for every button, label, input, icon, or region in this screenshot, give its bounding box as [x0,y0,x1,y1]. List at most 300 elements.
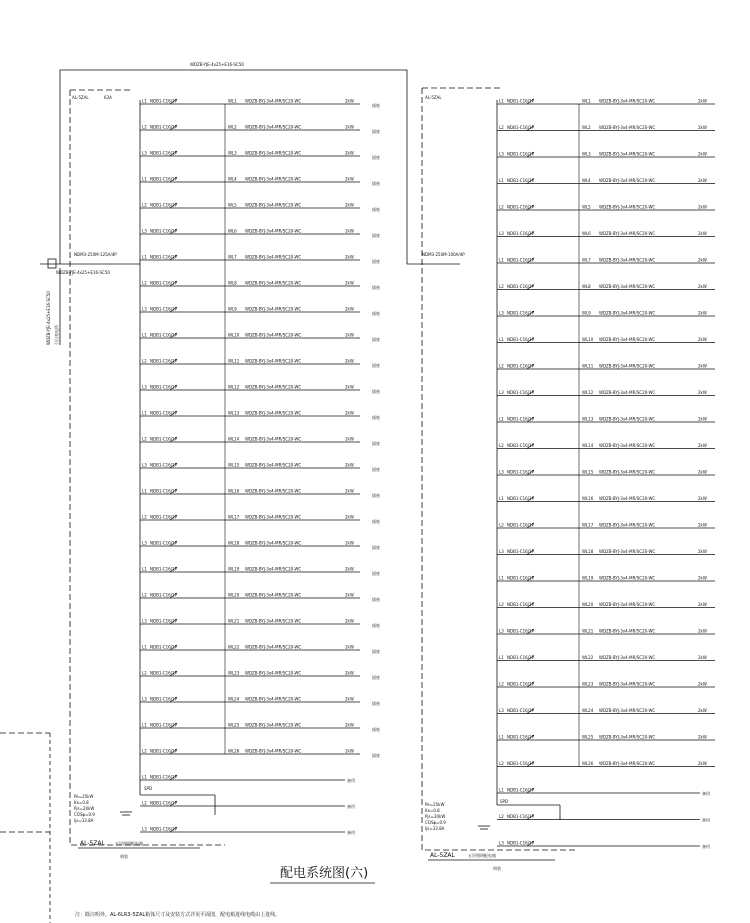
feeder-phase: L1 [142,254,147,260]
feeder-circuit: WL18 [582,549,594,554]
feeder-load: 2kW [345,618,354,624]
feeder-phase: L1 [499,655,504,660]
feeder-circuit: WL26 [582,761,594,766]
feeder-row [497,311,715,317]
spare-phase: L3 [499,840,504,846]
feeder-breaker: NDB1-C16/1P [150,618,177,624]
left-riser-cable: WDZB-YJE-4x25+E16-SC50 [46,291,51,345]
feeder-row [140,567,380,577]
feeder-cable: WDZB-BYJ-3x4-MR/SC20-WC [245,618,302,624]
right-spd-label: SPD [500,799,509,804]
spare-label: 备用 [702,817,710,823]
feeder-circuit: WL6 [228,228,237,234]
left-incoming-breaker: NDM3-250M-125A/4P [74,252,117,257]
spare-breaker: NDB1-C16/1P [507,840,534,846]
feeder-circuit: WL23 [228,670,240,676]
feeder-note: 插座 [372,571,380,576]
feeder-load: 2kW [698,231,707,236]
feeder-row [497,629,715,635]
feeder-cable: WDZB-BYJ-3x4-MR/SC20-WC [599,549,656,554]
feeder-phase: L2 [499,125,504,130]
feeder-breaker: NDB1-C16/1P [507,602,534,607]
feeder-phase: L1 [499,178,504,183]
feeder-cable: WDZB-BYJ-3x4-MR/SC20-WC [245,98,302,104]
feeder-phase: L3 [142,228,147,234]
spare-phase: L1 [499,787,504,793]
feeder-load: 2kW [698,337,707,342]
feeder-breaker: NDB1-C16/1P [507,416,534,422]
feeder-note: 插座 [372,233,380,238]
feeder-breaker: NDB1-C16/1P [507,390,534,395]
feeder-row [497,99,715,105]
feeder-phase: L3 [499,310,504,316]
feeder-load: 2kW [345,462,354,468]
feeder-phase: L2 [142,670,147,676]
panel-param: Pe=25kW [425,802,445,807]
feeder-row [497,258,715,264]
feeder-load: 2kW [345,384,354,390]
feeder-cable: WDZB-BYJ-3x4-MR/SC20-WC [245,748,302,754]
feeder-phase: L3 [499,628,504,634]
feeder-row [497,178,715,184]
feeder-phase: L1 [142,176,147,182]
feeder-load: 2kW [698,310,707,316]
feeder-breaker: NDB1-C16/1P [150,384,177,390]
feeder-row [140,645,380,655]
feeder-circuit: WL11 [582,363,594,369]
feeder-phase: L1 [499,257,504,263]
right-panel-name: AL-5ZAL [425,95,442,100]
feeder-circuit: WL18 [228,540,240,546]
feeder-circuit: WL17 [582,522,594,528]
feeder-breaker: NDB1-C16/1P [507,151,534,157]
feeder-load: 2kW [698,125,707,130]
feeder-load: 2kW [698,390,707,395]
panel-param: Kx=0.8 [74,800,89,805]
feeder-load: 2kW [345,592,354,598]
feeder-circuit: WL15 [582,469,594,475]
feeder-load: 2kW [345,280,354,286]
feeder-phase: L2 [499,204,504,210]
panel-param: Pe=25kW [74,794,94,799]
feeder-row [497,390,715,396]
feeder-load: 2kW [345,644,354,650]
spare-phase: L2 [499,814,504,819]
feeder-note: 插座 [372,675,380,680]
feeder-breaker: NDB1-C16/1P [150,644,177,650]
feeder-load: 2kW [698,628,707,634]
left-footer-name: AL-5ZAL [80,840,105,847]
feeder-row [497,337,715,343]
feeder-circuit: WL15 [228,462,240,468]
feeder-cable: WDZB-BYJ-3x4-MR/SC20-WC [599,257,656,263]
feeder-cable: WDZB-BYJ-3x4-MR/SC20-WC [599,496,656,501]
spare-breaker: NDB1-C16/1P [507,814,534,819]
feeder-note: 插座 [372,285,380,290]
spare-breaker: NDB1-C16/1P [150,774,177,780]
feeder-row [140,593,380,603]
feeder-load: 2kW [345,176,354,182]
feeder-row [497,125,715,131]
feeder-breaker: NDB1-C16/1P [150,748,177,754]
feeder-row [497,576,715,582]
feeder-row [497,364,715,370]
feeder-cable: WDZB-BYJ-3x4-MR/SC20-WC [245,696,302,702]
feeder-phase: L2 [499,363,504,369]
feeder-row [140,437,380,447]
feeder-cable: WDZB-BYJ-3x4-MR/SC20-WC [245,358,302,364]
feeder-cable: WDZB-BYJ-3x4-MR/SC20-WC [245,202,302,208]
feeder-circuit: WL6 [582,231,591,236]
feeder-cable: WDZB-BYJ-3x4-MR/SC20-WC [599,708,656,713]
feeder-circuit: WL10 [228,332,240,338]
feeder-circuit: WL21 [582,628,594,634]
feeder-load: 2kW [345,202,354,208]
feeder-phase: L1 [142,98,147,104]
feeder-circuit: WL8 [228,280,237,286]
feeder-row [497,205,715,211]
feeder-row [497,231,715,237]
feeder-circuit: WL25 [228,722,240,728]
feeder-load: 2kW [345,540,354,546]
feeder-cable: WDZB-BYJ-3x4-MR/SC20-WC [599,151,656,157]
feeder-circuit: WL5 [228,202,237,208]
feeder-note: 插座 [372,259,380,264]
feeder-circuit: WL23 [582,681,594,687]
feeder-note: 插座 [372,181,380,186]
feeder-load: 2kW [698,549,707,554]
feeder-circuit: WL7 [228,254,237,260]
feeder-phase: L2 [142,592,147,598]
feeder-phase: L2 [499,761,504,766]
spare-breaker: NDB1-C16/1P [507,787,534,793]
feeder-breaker: NDB1-C16/1P [507,522,534,528]
feeder-phase: L3 [499,390,504,395]
feeder-cable: WDZB-BYJ-3x4-MR/SC20-WC [245,514,302,520]
feeder-circuit: WL20 [228,592,240,598]
feeder-load: 2kW [345,748,354,754]
feeder-breaker: NDB1-C16/1P [507,231,534,236]
feeder-circuit: WL1 [582,98,591,104]
feeder-phase: L2 [142,514,147,520]
feeder-note: 插座 [372,753,380,758]
feeder-phase: L3 [142,696,147,702]
feeder-note: 插座 [372,415,380,420]
feeder-phase: L2 [499,602,504,607]
feeder-load: 2kW [698,734,707,740]
feeder-cable: WDZB-BYJ-3x4-MR/SC20-WC [599,575,656,581]
drawing-title: 配电系统图(六) [280,866,369,881]
feeder-note: 插座 [372,623,380,628]
feeder-note: 插座 [372,103,380,108]
feeder-cable: WDZB-BYJ-3x4-MR/SC20-WC [599,98,656,104]
feeder-breaker: NDB1-C16/1P [507,257,534,263]
feeder-phase: L1 [499,734,504,740]
feeder-circuit: WL19 [228,566,240,572]
feeder-note: 插座 [372,597,380,602]
feeder-load: 2kW [345,514,354,520]
feeder-phase: L3 [142,540,147,546]
feeder-phase: L2 [499,443,504,448]
spare-phase: L1 [142,774,147,780]
feeder-breaker: NDB1-C16/1P [150,202,177,208]
feeder-row [497,655,715,661]
feeder-load: 2kW [345,436,354,442]
feeder-load: 2kW [698,178,707,183]
feeder-cable: WDZB-BYJ-3x4-MR/SC20-WC [245,384,302,390]
feeder-breaker: NDB1-C16/1P [150,410,177,416]
feeder-row [140,723,380,733]
feeder-breaker: NDB1-C16/1P [507,628,534,634]
feeder-cable: WDZB-BYJ-3x4-MR/SC20-WC [245,722,302,728]
feeder-breaker: NDB1-C16/1P [507,443,534,448]
feeder-row [497,708,715,714]
feeder-circuit: WL12 [582,390,594,395]
feeder-breaker: NDB1-C16/1P [150,176,177,182]
feeder-breaker: NDB1-C16/1P [150,540,177,546]
feeder-row [140,385,380,395]
feeder-circuit: WL3 [228,150,237,156]
left-feeder-rows [140,99,380,836]
feeder-cable: WDZB-BYJ-3x4-MR/SC20-WC [599,469,656,475]
feeder-circuit: WL24 [582,708,594,713]
feeder-breaker: NDB1-C16/1P [507,761,534,766]
feeder-row [140,333,380,343]
feeder-note: 插座 [372,545,380,550]
right-feeder-rows [497,99,715,850]
feeder-breaker: NDB1-C16/1P [150,722,177,728]
panel-param: COSφ=0.9 [425,820,446,825]
feeder-row [497,602,715,608]
feeder-breaker: NDB1-C16/1P [507,98,534,104]
feeder-note: 插座 [372,363,380,368]
feeder-note: 插座 [372,155,380,160]
feeder-load: 2kW [698,522,707,528]
feeder-load: 2kW [345,722,354,728]
feeder-breaker: NDB1-C16/1P [150,462,177,468]
feeder-breaker: NDB1-C16/1P [507,469,534,475]
feeder-circuit: WL10 [582,337,594,342]
feeder-phase: L1 [499,496,504,501]
feeder-phase: L3 [499,549,504,554]
feeder-breaker: NDB1-C16/1P [150,254,177,260]
feeder-breaker: NDB1-C16/1P [150,332,177,338]
feeder-row [140,255,380,265]
feeder-phase: L1 [499,337,504,342]
feeder-note: 插座 [372,389,380,394]
spare-label: 备用 [702,791,710,796]
feeder-breaker: NDB1-C16/1P [507,310,534,316]
feeder-cable: WDZB-BYJ-3x4-MR/SC20-WC [599,284,656,289]
feeder-breaker: NDB1-C16/1P [507,575,534,581]
feeder-cable: WDZB-BYJ-3x4-MR/SC20-WC [599,628,656,634]
feeder-note: 插座 [372,441,380,446]
feeder-breaker: NDB1-C16/1P [150,358,177,364]
feeder-load: 2kW [345,332,354,338]
feeder-cable: WDZB-BYJ-3x4-MR/SC20-WC [599,390,656,395]
feeder-circuit: WL26 [228,748,240,754]
panel-param: Pjs=20kW [74,806,95,811]
feeder-phase: L1 [499,575,504,581]
feeder-circuit: WL20 [582,602,594,607]
left-panel-name: AL-5ZAL [72,95,89,100]
feeder-row [140,619,380,629]
feeder-load: 2kW [698,151,707,157]
feeder-cable: WDZB-BYJ-3x4-MR/SC20-WC [599,178,656,183]
feeder-phase: L1 [142,722,147,728]
right-incoming-breaker: NDM3-250M-100A/4P [422,252,465,257]
feeder-breaker: NDB1-C16/1P [507,363,534,369]
feeder-breaker: NDB1-C16/1P [150,566,177,572]
feeder-phase: L3 [499,708,504,713]
feeder-circuit: WL19 [582,575,594,581]
right-footer-name: AL-5ZAL [430,852,455,859]
feeder-breaker: NDB1-C16/1P [507,496,534,501]
feeder-breaker: NDB1-C16/1P [150,98,177,104]
feeder-cable: WDZB-BYJ-3x4-MR/SC20-WC [245,436,302,442]
feeder-breaker: NDB1-C16/1P [507,549,534,554]
feeder-circuit: WL5 [582,204,591,210]
feeder-row [497,735,715,741]
feeder-phase: L3 [142,384,147,390]
left-panel-params [74,794,95,823]
feeder-cable: WDZB-BYJ-3x4-MR/SC20-WC [599,443,656,448]
feeder-phase: L3 [142,150,147,156]
feeder-breaker: NDB1-C16/1P [507,681,534,687]
feeder-cable: WDZB-BYJ-3x4-MR/SC20-WC [599,125,656,130]
feeder-phase: L2 [142,280,147,286]
feeder-breaker: NDB1-C16/1P [507,337,534,342]
feeder-cable: WDZB-BYJ-3x4-MR/SC20-WC [599,681,656,687]
feeder-cable: WDZB-BYJ-3x4-MR/SC20-WC [599,522,656,528]
feeder-load: 2kW [698,257,707,263]
feeder-phase: L3 [142,306,147,312]
spare-row [140,827,355,836]
top-feeder-cable: WDZB-YJE-4x25+E16-SC50 [190,62,244,67]
feeder-note: 插座 [372,337,380,342]
spare-phase: L3 [142,826,147,832]
feeder-cable: WDZB-BYJ-3x4-MR/SC20-WC [599,416,656,422]
feeder-note: 插座 [372,311,380,316]
feeder-row [497,443,715,449]
spare-breaker: NDB1-C16/1P [150,800,177,806]
right-panel-params [425,802,446,831]
feeder-circuit: WL13 [228,410,240,416]
feeder-row [140,229,380,239]
feeder-load: 2kW [698,655,707,660]
feeder-phase: L3 [142,462,147,468]
feeder-cable: WDZB-BYJ-3x4-MR/SC20-WC [245,150,302,156]
feeder-row [497,496,715,502]
feeder-row [140,489,380,499]
feeder-row [140,307,380,317]
feeder-phase: L3 [499,231,504,236]
feeder-cable: WDZB-BYJ-3x4-MR/SC20-WC [245,332,302,338]
spare-row [140,801,355,810]
panel-param: Ijs=33.8A [425,826,445,831]
feeder-cable: WDZB-BYJ-3x4-MR/SC20-WC [245,410,302,416]
right-footer-desc: 五层照明配电箱 [468,853,496,858]
feeder-circuit: WL25 [582,734,594,740]
feeder-load: 2kW [345,98,354,104]
feeder-cable: WDZB-BYJ-3x4-MR/SC20-WC [245,280,302,286]
feeder-circuit: WL1 [228,98,237,104]
feeder-load: 2kW [698,416,707,422]
feeder-circuit: WL14 [582,443,594,448]
feeder-note: 插座 [372,701,380,706]
feeder-load: 2kW [698,204,707,210]
feeder-load: 2kW [698,284,707,289]
spare-label: 备用 [347,778,355,783]
panel-param: COSφ=0.9 [74,812,95,817]
feeder-row [497,682,715,688]
feeder-cable: WDZB-BYJ-3x4-MR/SC20-WC [599,761,656,766]
feeder-breaker: NDB1-C16/1P [150,436,177,442]
feeder-phase: L2 [499,681,504,687]
feeder-breaker: NDB1-C16/1P [150,592,177,598]
left-footer-sub: 明装 [120,854,128,859]
feeder-row [140,203,380,213]
spare-label: 备用 [347,804,355,809]
feeder-row [140,671,380,681]
left-incoming-cable: WDZB-YJE-4x25+E16-SC50 [56,270,110,275]
feeder-cable: WDZB-BYJ-3x4-MR/SC20-WC [599,310,656,316]
feeder-phase: L1 [142,566,147,572]
feeder-note: 插座 [372,207,380,212]
feeder-load: 2kW [698,363,707,369]
feeder-phase: L3 [499,469,504,475]
feeder-row [140,151,380,161]
feeder-breaker: NDB1-C16/1P [150,488,177,494]
left-panel-rating: 63A [104,95,112,100]
feeder-load: 2kW [698,575,707,581]
feeder-breaker: NDB1-C16/1P [150,696,177,702]
right-footer-sub: 明装 [493,866,501,871]
feeder-breaker: NDB1-C16/1P [507,655,534,660]
feeder-cable: WDZB-BYJ-3x4-MR/SC20-WC [599,734,656,740]
spare-label: 备用 [347,830,355,835]
feeder-circuit: WL21 [228,618,240,624]
feeder-phase: L1 [142,332,147,338]
feeder-breaker: NDB1-C16/1P [150,514,177,520]
feeder-phase: L3 [499,151,504,157]
feeder-row [497,470,715,476]
feeder-row [140,281,380,291]
feeder-cable: WDZB-BYJ-3x4-MR/SC20-WC [245,540,302,546]
feeder-row [140,697,380,707]
feeder-breaker: NDB1-C16/1P [507,734,534,740]
feeder-load: 2kW [698,443,707,448]
feeder-circuit: WL11 [228,358,240,364]
feeder-phase: L3 [142,618,147,624]
feeder-row [140,463,380,473]
feeder-note: 插座 [372,727,380,732]
feeder-breaker: NDB1-C16/1P [150,280,177,286]
feeder-load: 2kW [698,708,707,713]
feeder-load: 2kW [345,696,354,702]
feeder-phase: L1 [499,416,504,422]
feeder-row [497,761,715,767]
feeder-phase: L1 [142,644,147,650]
feeder-load: 2kW [345,150,354,156]
feeder-row [140,125,380,135]
feeder-load: 2kW [345,124,354,130]
feeder-circuit: WL4 [582,178,591,183]
feeder-phase: L1 [142,410,147,416]
spare-row [497,841,710,850]
feeder-load: 2kW [698,98,707,104]
feeder-row [140,411,380,421]
